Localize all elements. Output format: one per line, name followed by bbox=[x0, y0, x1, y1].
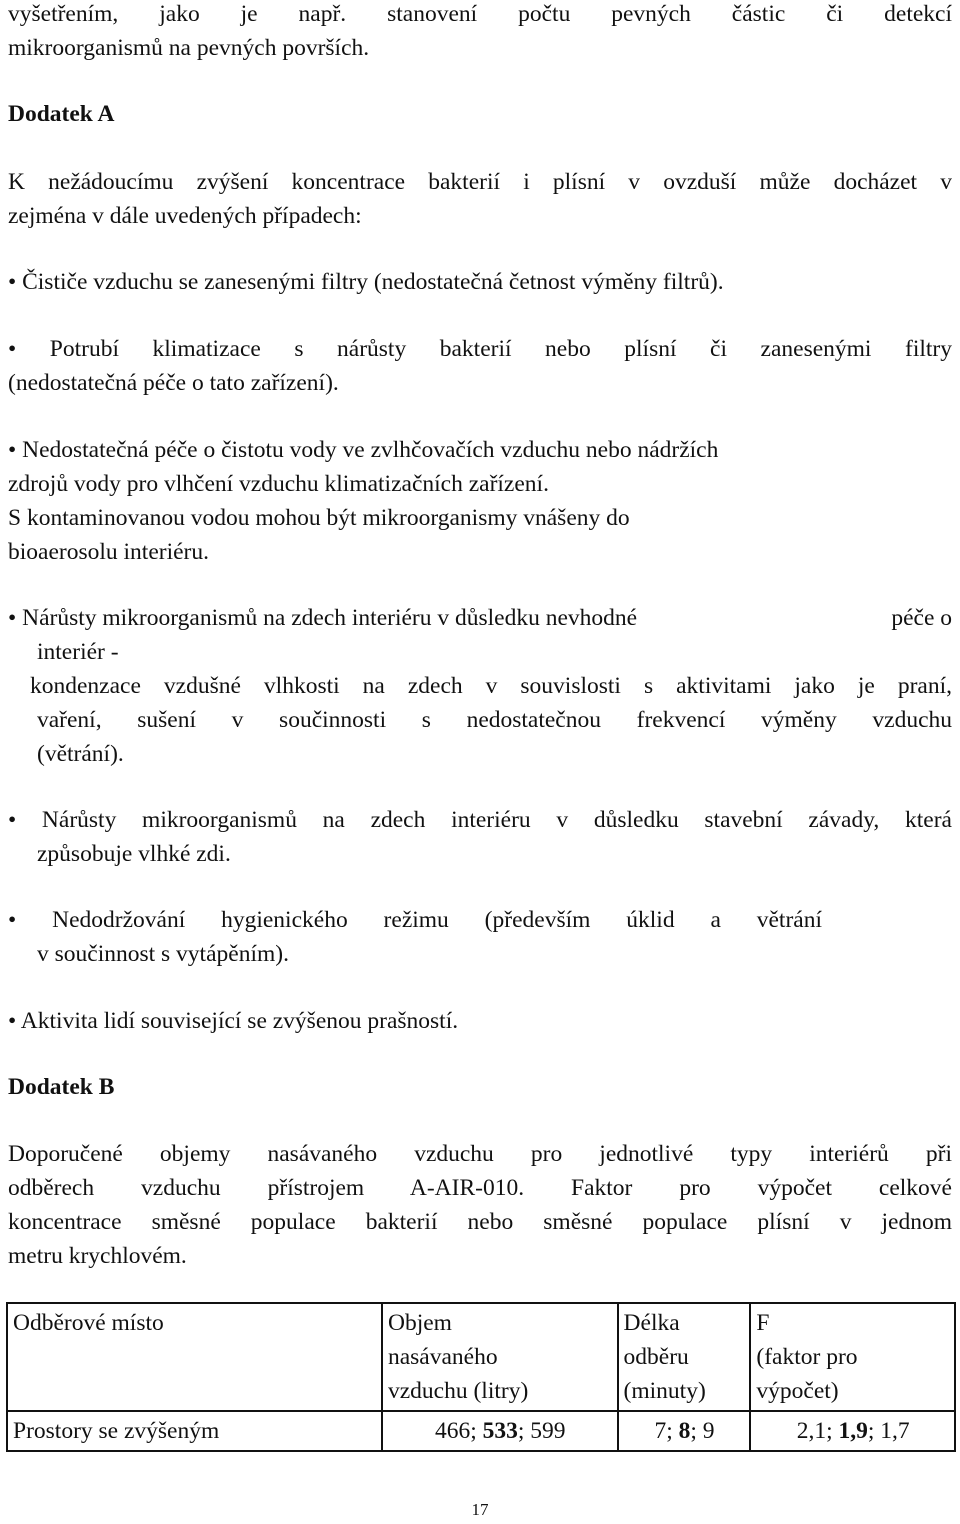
header-label: výpočet) bbox=[756, 1378, 839, 1404]
header-label: F bbox=[756, 1310, 770, 1336]
bullet-item-continued: způsobuje vlhké zdi. bbox=[37, 841, 231, 867]
bullet-item: • Aktivita lidí související se zvýšenou prašností. bbox=[8, 1008, 459, 1034]
bullet-item: • Nedostatečná péče o čistotu vody ve zvlhčovačích vzduchu nebo nádržích bbox=[8, 437, 719, 463]
cell-text: ; 599 bbox=[517, 1418, 566, 1444]
bullet-item-continued: kondenzace vzdušné vlhkosti na zdech v souvislosti s aktivitami jako je praní, bbox=[30, 673, 952, 699]
cell-text: 2,1; bbox=[796, 1418, 839, 1444]
cell-text: ; 1,7 bbox=[867, 1418, 910, 1444]
text-line: mikroorganismů na pevných površích. bbox=[8, 35, 370, 61]
bullet-item: • Nárůsty mikroorganismů na zdech interiéru v důsledku stavební závady, která bbox=[8, 807, 952, 833]
header-label: (minuty) bbox=[623, 1378, 706, 1404]
header-label: Délka bbox=[623, 1310, 680, 1336]
bullet-item-continued: vaření, sušení v součinnosti s nedostatečnou frekvencí výměny vzduchu bbox=[37, 707, 952, 733]
text-line: metru krychlovém. bbox=[8, 1243, 187, 1269]
cell-text: Prostory se zvýšeným bbox=[13, 1418, 220, 1444]
table-cell-place bbox=[7, 1411, 382, 1451]
header-label: odběru bbox=[623, 1344, 689, 1370]
header-label: (faktor pro bbox=[756, 1344, 858, 1370]
bullet-item: • Nedodržování hygienického režimu (především úklid a větrání bbox=[8, 907, 822, 933]
header-cell bbox=[382, 1303, 618, 1411]
table-row bbox=[7, 1411, 955, 1451]
header-label: Odběrové místo bbox=[13, 1310, 164, 1336]
cell-text: 7; bbox=[654, 1418, 679, 1444]
heading-dodatek-a: Dodatek A bbox=[8, 101, 115, 127]
header-cell bbox=[7, 1303, 382, 1411]
cell-text: 466; bbox=[434, 1418, 483, 1444]
text-line: K nežádoucímu zvýšení koncentrace bakterií i plísní v ovzduší může docházet v bbox=[8, 169, 952, 195]
bullet-item: • Potrubí klimatizace s nárůsty bakterií nebo plísní či zanesenými filtry bbox=[8, 336, 952, 362]
bullet-item-continued: S kontaminovanou vodou mohou být mikroorganismy vnášeny do bbox=[8, 505, 630, 531]
header-label: Objem bbox=[387, 1310, 452, 1336]
cell-text-bold: 533 bbox=[482, 1418, 518, 1444]
page-number: 17 bbox=[471, 1500, 489, 1519]
bullet-item: • Čističe vzduchu se zanesenými filtry (nedostatečná četnost výměny filtrů). bbox=[8, 269, 724, 295]
bullet-item-continued: bioaerosolu interiéru. bbox=[8, 539, 209, 565]
cell-text: ; 9 bbox=[690, 1418, 715, 1444]
text-line: koncentrace směsné populace bakterií nebo směsné populace plísní v jednom bbox=[8, 1209, 952, 1235]
cell-text-bold: 8 bbox=[678, 1418, 691, 1444]
header-label: vzduchu (litry) bbox=[387, 1378, 529, 1404]
bullet-item: • Nárůsty mikroorganismů na zdech interiéru v důsledku nevhodné bbox=[8, 605, 638, 631]
header-label: nasávaného bbox=[387, 1344, 498, 1370]
heading-dodatek-b: Dodatek B bbox=[8, 1074, 115, 1100]
table-cell-duration bbox=[618, 1411, 751, 1451]
bullet-item-continued: interiér - bbox=[37, 639, 119, 665]
bullet-item-continued: v součinnost s vytápěním). bbox=[37, 941, 289, 967]
sampling-table bbox=[6, 1302, 956, 1452]
table-header-row bbox=[7, 1303, 955, 1411]
text-line: odběrech vzduchu přístrojem A-AIR-010. Faktor pro výpočet celkové bbox=[8, 1175, 952, 1201]
bullet-item-continued: (větrání). bbox=[37, 741, 124, 767]
text-line: Doporučené objemy nasávaného vzduchu pro jednotlivé typy interiérů při bbox=[8, 1141, 952, 1167]
bullet-item-continued: (nedostatečná péče o tato zařízení). bbox=[8, 370, 339, 396]
bullet-item-continued: zdrojů vody pro vlhčení vzduchu klimatizačních zařízení. bbox=[8, 471, 549, 497]
table-cell-factor bbox=[750, 1411, 955, 1451]
table-cell-volume bbox=[382, 1411, 618, 1451]
text-line: vyšetřením, jako je např. stanovení počtu pevných částic či detekcí bbox=[8, 1, 952, 27]
header-cell bbox=[750, 1303, 955, 1411]
text-line: zejména v dále uvedených případech: bbox=[8, 203, 362, 229]
bullet-item-continued: péče o bbox=[891, 605, 952, 631]
cell-text-bold: 1,9 bbox=[838, 1418, 868, 1444]
header-cell bbox=[618, 1303, 751, 1411]
